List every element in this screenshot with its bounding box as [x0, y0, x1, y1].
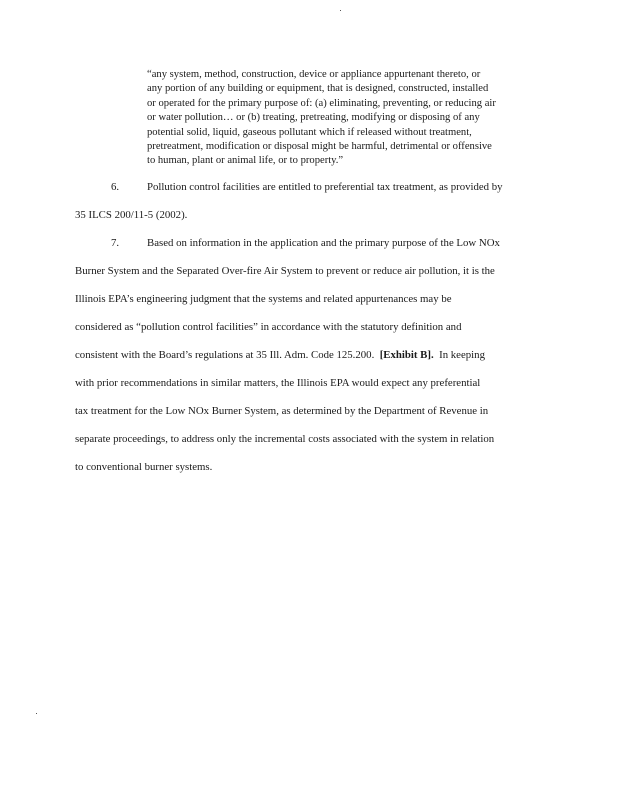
- quote-line: or operated for the primary purpose of: (a) eliminating, preventing, or reducing air: [147, 97, 496, 109]
- paragraph-7: [75, 229, 545, 481]
- paragraph-6-line: [75, 173, 545, 201]
- paragraph-number: 6.: [111, 181, 120, 193]
- paragraph-text: Pollution control facilities are entitled to preferential tax treatment, as provided by: [147, 181, 503, 193]
- scan-speck-top: [340, 10, 341, 11]
- paragraph-6-line: 35 ILCS 200/11-5 (2002).: [75, 209, 188, 221]
- quote-line: or water pollution… or (b) treating, pretreating, modifying or disposing of any: [147, 112, 480, 124]
- statutory-definition-quote: [147, 68, 555, 169]
- paragraph-6: [75, 173, 545, 229]
- paragraph-7-line: with prior recommendations in similar matters, the Illinois EPA would expect any preferential: [75, 377, 481, 389]
- paragraph-7-line: considered as “pollution control facilities” in accordance with the statutory definition and: [75, 321, 462, 333]
- paragraph-7-line: [75, 229, 545, 257]
- paragraph-7-line: [75, 341, 545, 369]
- paragraph-7-line: Burner System and the Separated Over-fire Air System to prevent or reduce air pollution, it is the: [75, 265, 495, 277]
- quote-line: to human, plant or animal life, or to property.”: [147, 155, 344, 167]
- exhibit-reference: [Exhibit B].: [379, 349, 434, 361]
- quote-line: “any system, method, construction, device or appliance appurtenant thereto, or: [147, 69, 481, 80]
- paragraph-7-line: to conventional burner systems.: [75, 461, 213, 473]
- paragraph-7-line: tax treatment for the Low NOx Burner System, as determined by the Department of Revenue in: [75, 405, 489, 417]
- paragraph-7-line: separate proceedings, to address only the incremental costs associated with the system in relation: [75, 433, 495, 445]
- paragraph-number: 7.: [111, 237, 120, 249]
- scan-speck-bottom: [36, 713, 37, 714]
- quote-line: potential solid, liquid, gaseous pollutant which if released without treatment,: [147, 126, 472, 138]
- quote-line: pretreatment, modification or disposal might be harmful, detrimental or offensive: [147, 141, 492, 153]
- paragraph-7-line: Illinois EPA’s engineering judgment that the systems and related appurtenances may be: [75, 293, 452, 305]
- paragraph-text: In keeping: [439, 349, 485, 361]
- quote-line: any portion of any building or equipment, that is designed, constructed, installed: [147, 83, 489, 95]
- paragraph-text: consistent with the Board’s regulations at 35 Ill. Adm. Code 125.200.: [75, 349, 375, 361]
- paragraph-text: Based on information in the application and the primary purpose of the Low NOx: [147, 237, 500, 249]
